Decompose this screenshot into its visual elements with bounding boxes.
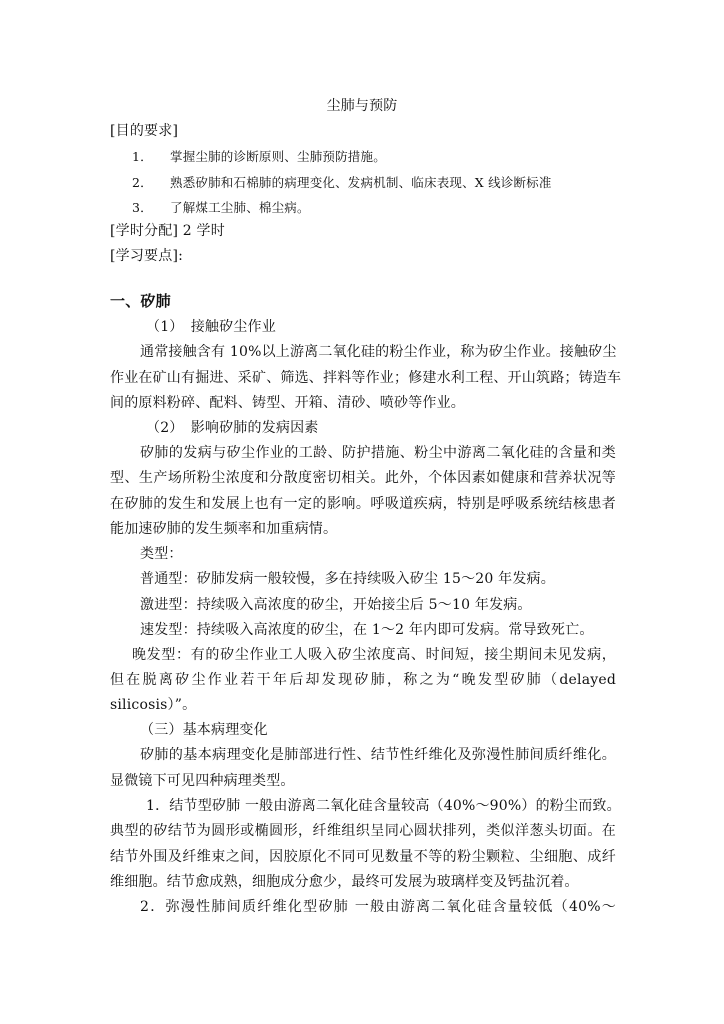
subheading-exposure: （1） 接触矽尘作业	[146, 319, 276, 335]
objective-item-1	[132, 148, 386, 166]
type-rapid: 激进型：持续吸入高浓度的矽尘，开始接尘后 5～10 年发病。	[140, 597, 532, 613]
objective-number: 1．	[132, 149, 153, 164]
objective-item-2	[132, 174, 552, 192]
type-fast: 速发型：持续吸入高浓度的矽尘，在 1～2 年内即可发病。常导致死亡。	[140, 622, 594, 638]
objectives-heading: [目的要求]	[110, 123, 179, 139]
section-heading: 一、矽肺	[110, 292, 171, 310]
objective-number: 2．	[132, 175, 153, 190]
paragraph-line: 型、生产场所粉尘浓度和分散度密切相关。此外，个体因素如健康和营养状况等	[110, 470, 616, 486]
hours-allocation: [学时分配] 2 学时	[110, 223, 225, 239]
paragraph-line: 能加速矽肺的发生频率和加重病情。	[110, 521, 338, 537]
objective-number: 3．	[132, 200, 153, 215]
paragraph-line: 通常接触含有 10%以上游离二氧化硅的粉尘作业，称为矽尘作业。接触矽尘	[140, 344, 617, 360]
paragraph-line: silicosis）”。	[110, 697, 197, 713]
type-normal: 普通型：矽肺发病一般较慢，多在持续吸入矽尘 15～20 年发病。	[140, 571, 555, 587]
subheading-pathology: （三）基本病理变化	[140, 722, 268, 738]
paragraph-line: 矽肺的基本病理变化是肺部进行性、结节性纤维化及弥漫性肺间质纤维化。	[140, 747, 616, 763]
paragraph-line: 晚发型：有的矽尘作业工人吸入矽尘浓度高、时间短，接尘期间未见发病，	[132, 647, 616, 663]
subheading-factors: （2） 影响矽肺的发病因素	[146, 420, 319, 436]
objective-item-3	[132, 199, 310, 217]
objective-text: 掌握尘肺的诊断原则、尘肺预防措施。	[170, 149, 386, 164]
paragraph-line: 间的原料粉碎、配料、铸型、开箱、清砂、喷砂等作业。	[110, 395, 465, 411]
paragraph-line: 1．结节型矽肺 一般由游离二氧化硅含量较高（40%～90%）的粉尘而致。	[146, 798, 621, 814]
paragraph-line: 显微镜下可见四种病理类型。	[110, 773, 295, 789]
paragraph-line: 维细胞。结节愈成熟，细胞成分愈少，最终可发展为玻璃样变及钙盐沉着。	[110, 874, 579, 890]
paragraph-line: 在矽肺的发生和发展上也有一定的影响。呼吸道疾病，特别是呼吸系统结核患者	[110, 496, 616, 512]
paragraph-line: 结节外围及纤维束之间，因胶原化不同可见数量不等的粉尘颗粒、尘细胞、成纤	[110, 849, 616, 865]
paragraph-line: 2．弥漫性肺间质纤维化型矽肺 一般由游离二氧化硅含量较低（40%～	[140, 899, 616, 915]
paragraph-line: 典型的矽结节为圆形或椭圆形，纤维组织呈同心圆状排列，类似洋葱头切面。在	[110, 823, 616, 839]
keypoints-heading: [学习要点]:	[110, 248, 184, 264]
types-label: 类型：	[140, 546, 183, 562]
objective-text: 熟悉矽肺和石棉肺的病理变化、发病机制、临床表现、X 线诊断标准	[170, 175, 552, 190]
objective-text: 了解煤工尘肺、棉尘病。	[170, 200, 310, 215]
paragraph-line: 矽肺的发病与矽尘作业的工龄、防护措施、粉尘中游离二氧化硅的含量和类	[140, 445, 616, 461]
page-title: 尘肺与预防	[326, 98, 398, 114]
paragraph-line: 但在脱离矽尘作业若干年后却发现矽肺，称之为“晚发型矽肺（delayed	[110, 672, 616, 688]
paragraph-line: 作业在矿山有掘进、采矿、筛选、拌料等作业；修建水利工程、开山筑路；铸造车	[110, 370, 622, 386]
